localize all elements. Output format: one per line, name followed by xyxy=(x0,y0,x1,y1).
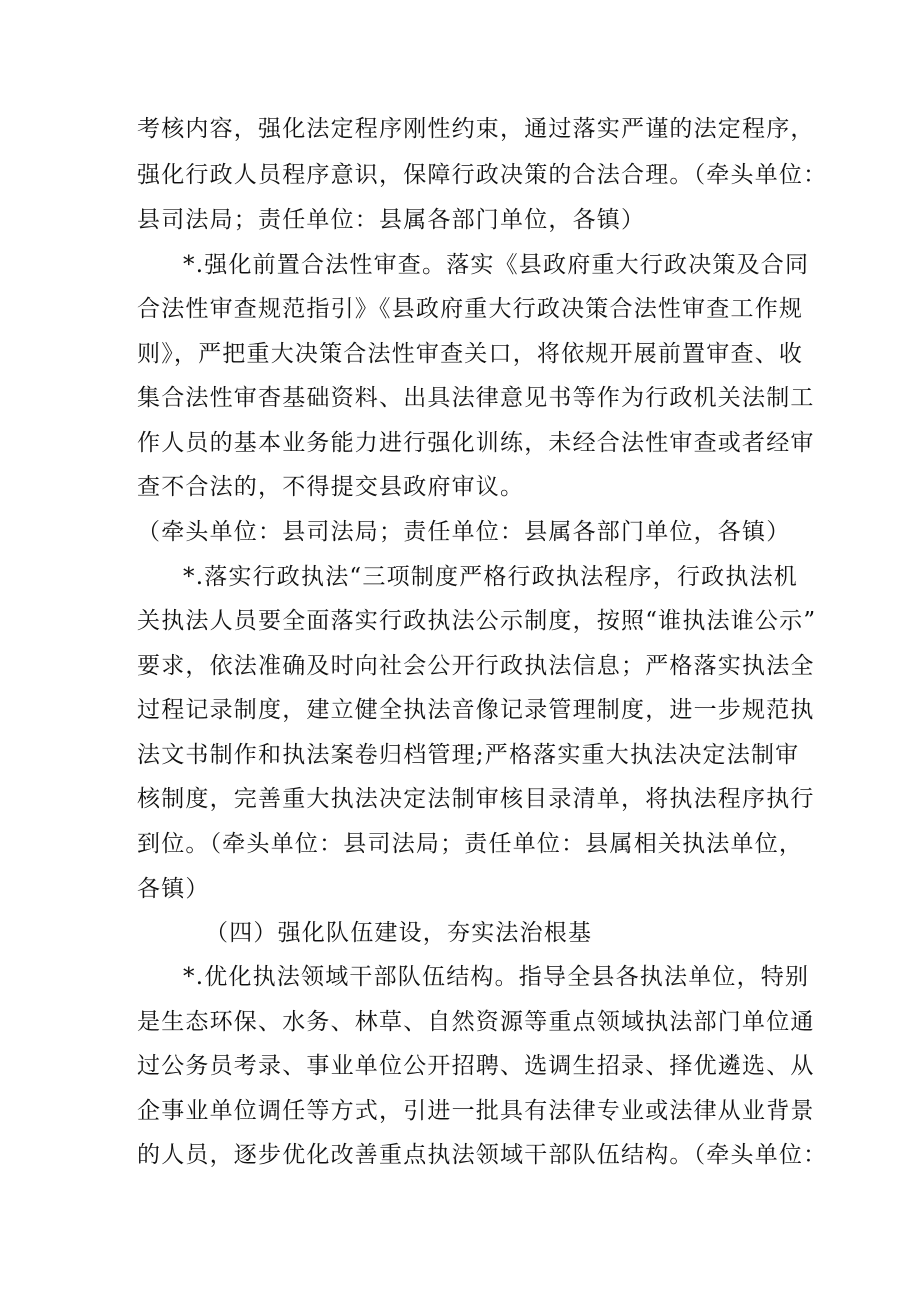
paragraph-line: 关执法人员要全面落实行政执法公示制度，按照“谁执法谁公示” xyxy=(137,608,817,634)
paragraph-line: 各镇） xyxy=(137,876,210,902)
paragraph-line: 过公务员考录、事业单位公开招聘、选调生招录、择优遴选、从 xyxy=(137,1053,815,1079)
paragraph-line: 则》，严把重大决策合法性审查关口，将依规开展前置审查、收 xyxy=(137,341,804,367)
paragraph-line: 县司法局；责任单位：县属各部门单位，各镇） xyxy=(137,207,646,233)
paragraph-line: 考核内容，强化法定程序刚性约束，通过落实严谨的法定程序， xyxy=(137,116,815,142)
paragraph-line: 集合法性审杳基础资料、出具法律意见书等作为行政机关法制工 xyxy=(137,385,815,411)
paragraph-line: 的人员，逐步优化改善重点执法领域干部队伍结构。（牵头单位： xyxy=(137,1142,828,1168)
paragraph-line: （牵头单位：县司法局；责任单位：县属各部门单位，各镇） xyxy=(137,519,791,545)
paragraph-line: 作人员的基本业务能力进行强化训练，未经合法性审查或者经审 xyxy=(137,430,815,456)
paragraph-line: 法文书制作和执法案卷归档管理;严格落实重大执法决定法制审 xyxy=(137,742,800,768)
paragraph-line: 过程记录制度，建立健全执法音像记录管理制度，进一步规范执 xyxy=(137,697,815,723)
paragraph-line: *.强化前置合法性审查。落实《县政府重大行政决策及合同 xyxy=(183,252,810,278)
section-heading: （四）强化队伍建设，夯实法治根基 xyxy=(205,920,593,946)
paragraph-line: 合法性审查规范指引》《县政府重大行政决策合法性审查工作规 xyxy=(137,296,804,322)
paragraph-line: *.落实行政执法“三项制度严格行政执法程序，行政执法机 xyxy=(183,564,798,590)
paragraph-line: 是生态环保、水务、林草、自然资源等重点领域执法部门单位通 xyxy=(137,1009,815,1035)
paragraph-line: 查不合法的，不得提交县政府审议。 xyxy=(137,474,525,500)
paragraph-line: *.优化执法领域干部队伍结构。指导全县各执法单位，特别 xyxy=(183,964,810,990)
paragraph-line: 核制度，完善重大执法决定法制审核目录清单，将执法程序执行 xyxy=(137,786,815,812)
paragraph-line: 要求，依法准确及时向社会公开行政执法信息；严格落实执法全 xyxy=(137,653,815,679)
paragraph-line: 到位。（牵头单位：县司法局；责任单位：县属相关执法单位， xyxy=(137,831,804,857)
paragraph-line: 企事业单位调任等方式，引进一批具有法律专业或法律从业背景 xyxy=(137,1098,815,1124)
paragraph-line: 强化行政人员程序意识，保障行政决策的合法合理。（牵头单位： xyxy=(137,162,828,188)
